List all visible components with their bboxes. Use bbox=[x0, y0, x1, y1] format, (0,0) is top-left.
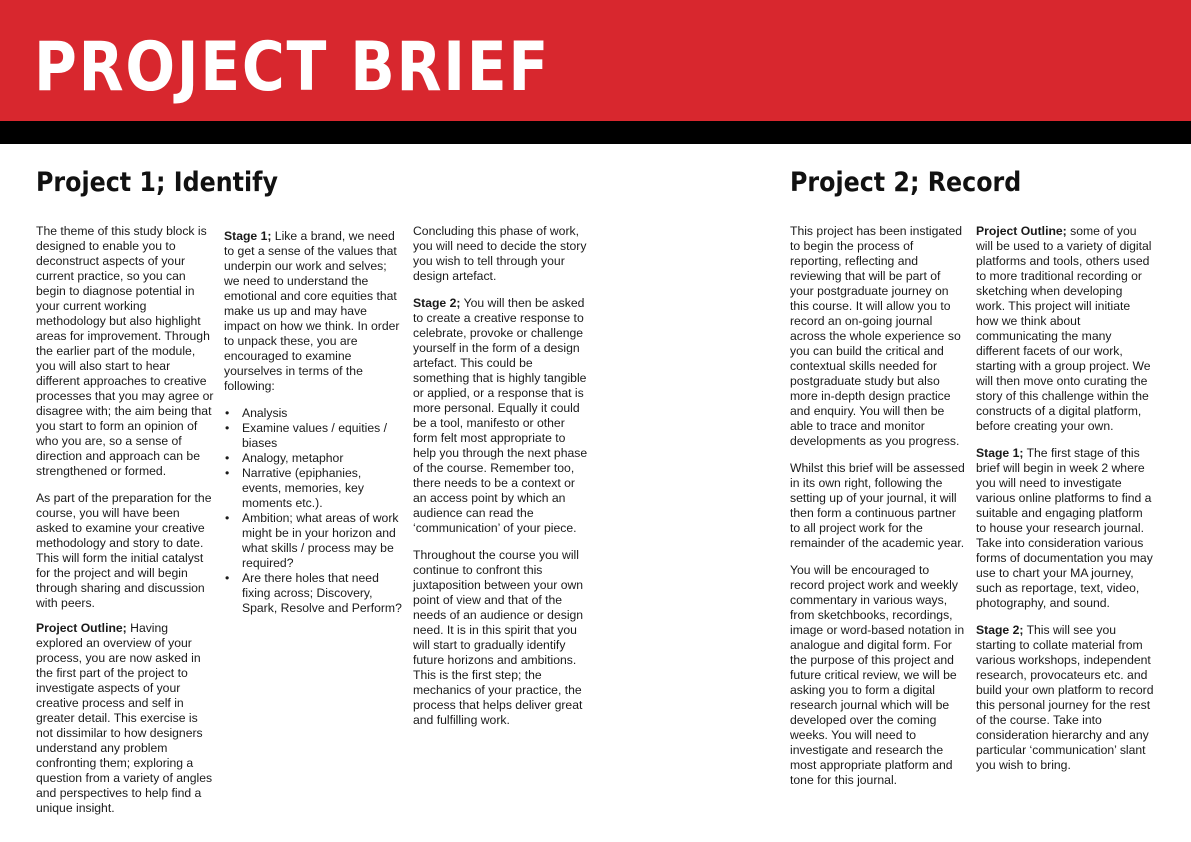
project1-conclusion-paragraph: Concluding this phase of work, you will need to decide the story you wish to tell through your design artefact. bbox=[413, 224, 587, 283]
project2-stage2-text: This will see you starting to collate material from various workshops, independent research, provocateurs etc. and build your own platform to record this personal journey for the rest of the course. Take into consideration hierarchy and any particular ‘communication’ slant you wish to bring. bbox=[976, 623, 1154, 772]
project2-stage1-text: The first stage of this brief will begin in week 2 where you will need to investigate various online platforms to find a suitable and engaging platform to house your research journal. Take into consideration various forms of documentation you may use to chart your MA journey, such as reportage, text, video, photography, and sound. bbox=[976, 446, 1153, 610]
project1-stage2-paragraph-label: Stage 2; bbox=[413, 296, 461, 310]
list-item: • Analogy, metaphor bbox=[242, 451, 402, 466]
project2-recording-paragraph: You will be encouraged to record project work and weekly commentary in various ways, from sketchbooks, recordings, image or word-based notation in analogue and digital form. For the purpose of this project and future critical review, we will be asking you to form a digital research journal which will be developed over the coming weeks. You will need to investigate and research the most appropriate platform and tone for this journal. bbox=[790, 563, 965, 787]
project2-outline-paragraph bbox=[976, 224, 1154, 434]
project1-column-2 bbox=[224, 229, 402, 616]
project1-outline-label: Project Outline; bbox=[36, 621, 127, 635]
list-item: • Ambition; what areas of work might be in your horizon and what skills / process may be required? bbox=[242, 511, 402, 571]
project1-intro-paragraph: The theme of this study block is designed to enable you to deconstruct aspects of your current practice, so you can begin to diagnose potential in your current working methodology but also highlight areas for improvement. Through the earlier part of the module, you will also start to hear different approaches to creative processes that you may agree or disagree with; the aim being that you start to form an opinion of who you are, so a sense of direction and approach can be strengthened or formed. bbox=[36, 224, 214, 478]
project2-stage1-label: Stage 1; bbox=[976, 446, 1024, 460]
project1-stage2-paragraph bbox=[413, 296, 591, 536]
project2-heading: Project 2; Record bbox=[790, 167, 1022, 198]
page-title: PROJECT BRIEF bbox=[34, 28, 551, 107]
project2-outline-label: Project Outline; bbox=[976, 224, 1067, 238]
list-item: • Examine values / equities / biases bbox=[242, 421, 402, 451]
project2-stage2-label: Stage 2; bbox=[976, 623, 1024, 637]
project1-examine-list bbox=[224, 406, 402, 616]
project2-stage1-paragraph bbox=[976, 446, 1154, 611]
project2-column-1 bbox=[790, 224, 966, 800]
list-item: • Analysis bbox=[242, 406, 402, 421]
project1-stage1-paragraph-text: Like a brand, we need to get a sense of the values that underpin our work and selves; we need to understand the emotional and core equities that make us up and may have impact on how we think. In order to unpack these, you are encouraged to examine yourselves in terms of the following: bbox=[224, 229, 400, 393]
project1-preparation-paragraph: As part of the preparation for the course, you will have been asked to examine your creative methodology and story to date. This will form the initial catalyst for the project and will begin through sharing and discussion with peers. bbox=[36, 491, 212, 610]
project1-outline-paragraph bbox=[36, 621, 214, 816]
project1-stage1-paragraph-label: Stage 1; bbox=[224, 229, 272, 243]
list-item: • Narrative (epiphanies, events, memories, key moments etc.). bbox=[242, 466, 402, 511]
title-banner bbox=[0, 0, 1191, 121]
project1-outline-text: Having explored an overview of your process, you are now asked in the first part of the project to investigate aspects of your creative process and self in greater detail. This exercise is not dissimilar to how designers understand any problem confronting them; exploring a question from a variety of angles and perspectives to help find a unique insight. bbox=[36, 621, 213, 815]
project1-column-3 bbox=[413, 224, 591, 740]
project1-stage1-paragraph bbox=[224, 229, 402, 394]
header-divider-bar bbox=[0, 121, 1191, 144]
project2-outline-text: some of you will be used to a variety of digital platforms and tools, others used to more traditional recording or sketching when developing work. This project will initiate how we think about communicating the many different facets of our work, starting with a group project. We will then move onto curating the story of this challenge within the constructs of a digital platform, before creating your own. bbox=[976, 224, 1152, 433]
project1-throughout-paragraph: Throughout the course you will continue to confront this juxtaposition between your own point of view and that of the needs of an audience or design need. It is in this spirit that you will start to gradually identify future horizons and ambitions. This is the first step; the mechanics of your practice, the process that helps deliver great and fulfilling work. bbox=[413, 548, 584, 727]
list-item: • Are there holes that need fixing across; Discovery, Spark, Resolve and Perform? bbox=[242, 571, 402, 616]
project1-column-1 bbox=[36, 224, 214, 828]
project2-intro-paragraph: This project has been instigated to begin the process of reporting, reflecting and reviewing that will be part of your postgraduate journey on this course. It will allow you to record an on-going journal across the whole experience so you can build the critical and contextual skills needed for postgraduate study but also more in-depth design practice and enquiry. You will then be able to trace and monitor developments as you progress. bbox=[790, 224, 963, 448]
project2-assessment-paragraph: Whilst this brief will be assessed in its own right, following the setting up of your journal, it will then form a continuous partner to all project work for the remainder of the academic year. bbox=[790, 461, 965, 550]
project1-stage2-paragraph-text: You will then be asked to create a creative response to celebrate, provoke or challenge yourself in the form of a design artefact. This could be something that is highly tangible or applied, or a response that is more personal. Equally it could be a tool, manifesto or other form felt most appropriate to help you through the next phase of the course. Remember too, there needs to be a context or an access point by which an audience can read the ‘communication’ of your piece. bbox=[413, 296, 588, 535]
project2-stage2-paragraph bbox=[976, 623, 1154, 773]
project2-column-2 bbox=[976, 224, 1154, 785]
project1-heading: Project 1; Identify bbox=[36, 167, 278, 198]
